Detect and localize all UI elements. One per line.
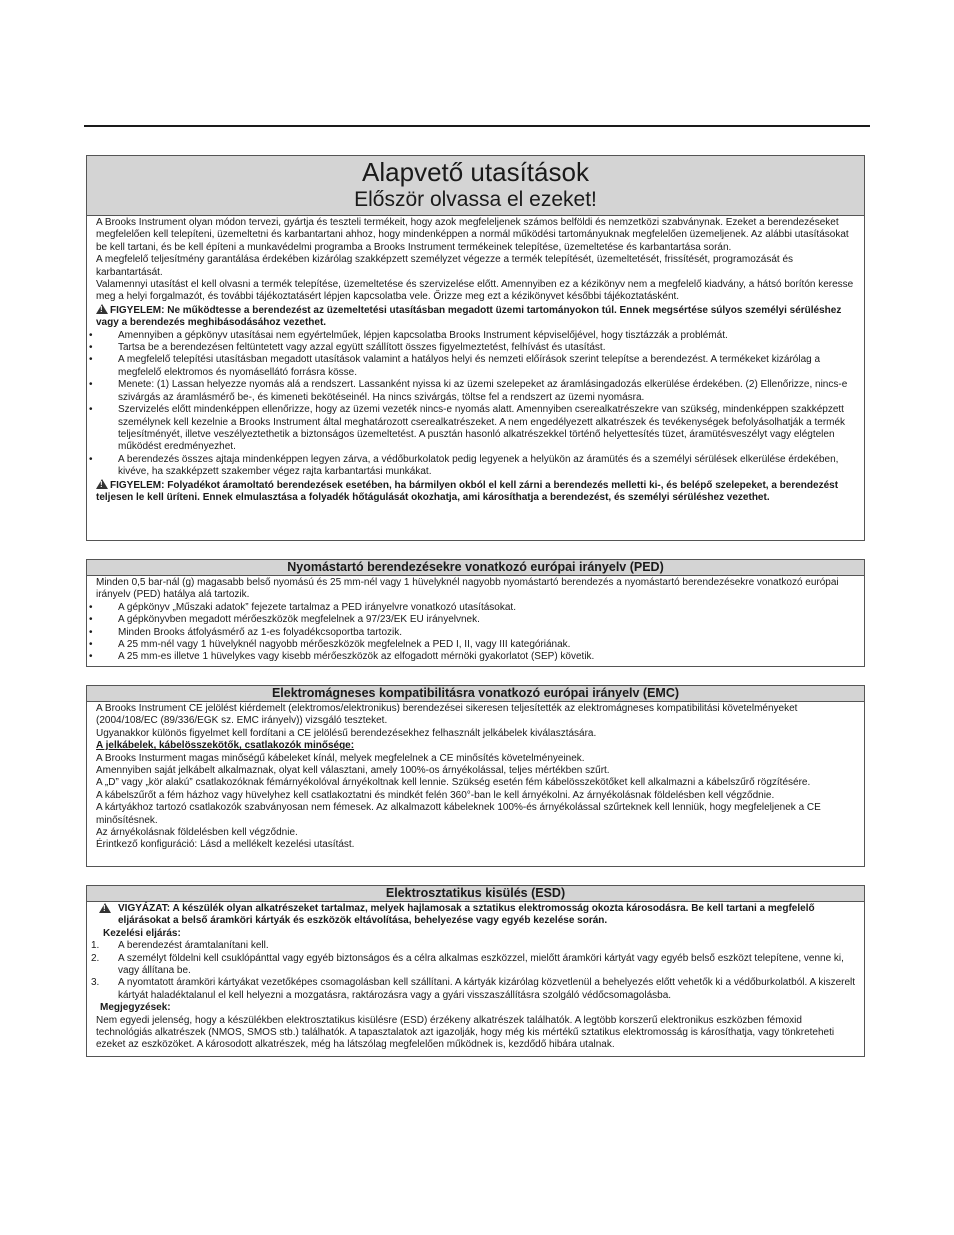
qualified-personnel-paragraph: A megfelelő teljesítmény garantálása érdekében kizárólag szakképzett személyzet végezze a termék telepítését, üzemeltetését, frissítését, programozását és karbantartását. bbox=[96, 254, 794, 278]
ped-title: Nyomástartó berendezésekre vonatkozó európai irányelv (PED) bbox=[87, 560, 864, 576]
read-instructions-paragraph: Valamennyi utasítást el kell olvasni a termék telepítése, üzemeltetése és szervizelése előtt. Amennyiben ez a kézikönyv nem a megfelelő kiadvány, a hátsó borítón keresse meg a helyi forgalmazót, és további tájékoztatásért lépjen kapcsolatba vele. Őrizze meg ezt a kézikönyvet későbbi tájékoztatásként. bbox=[96, 279, 854, 303]
main-title: Alapvető utasítások bbox=[362, 157, 589, 187]
list-item: • A berendezés összes ajtaja mindenképpen legyen zárva, a védőburkolatok pedig legyenek a helyükön az áramütés és a személyi sérülések elkerülése érdekében, kivéve, ha szakképzett szakember végez rajta karbantartási munkákat. bbox=[89, 453, 839, 478]
list-item: • Szervizelés előtt mindenképpen ellenőrizze, hogy az üzemi vezeték nincs-e nyomás alatt. Amennyiben cserealkatrészekre van szükség, mindenképpen szakképzett személynek kell kezelnie a Brooks Instrument által meghatározott cserealkatrészeket. A nem engedélyezett alkatrészek és tevékenységek befolyásolhatják a termék teljesítményét, illetve veszélyeztethetik a biztonságos üzemeltetést. A pusztán hasonló alkatrészekkel történő helyettesítés tüzet, áramütésveszélyt vagy elégtelen működést eredményezhet. bbox=[89, 404, 846, 453]
bullet-icon: • bbox=[89, 342, 93, 354]
emc-body bbox=[87, 702, 864, 854]
list-item: • A megfelelő telepítési utasításban megadott utasítások valamint a hatályos helyi és nemzeti előírások szerint telepítse a berendezést. A termékeket kizárólag a megfelelő elektromos és nyomásellátó forrásra kösse. bbox=[89, 354, 821, 378]
top-rule bbox=[84, 125, 870, 127]
esd-box bbox=[86, 885, 865, 1057]
emc-subheading: A jelkábelek, kábelösszekötők, csatlakozók minősége: bbox=[96, 740, 355, 752]
emc-line: Amennyiben saját jelkábelt alkalmaznak, olyat kell választani, amely 100%-os árnyékolással, teljes mértékben szűrt. bbox=[96, 765, 610, 777]
list-item: • Menete: (1) Lassan helyezze nyomás alá a rendszert. Lassanként nyissa ki az üzemi szelepeket az áramlásingadozás elkerülése érdekében. (2) Ellenőrizze, nincs-e szivárgás az áramlásmérő be-, és kimeneti bekötéseinél. Ha nincs szivárgás, töltse fel a rendszert az üzemi nyomásra. bbox=[89, 379, 848, 403]
bullet-icon: • bbox=[89, 329, 93, 341]
esd-caution bbox=[96, 903, 858, 928]
list-item: • A gépkönyv „Műszaki adatok” fejezete tartalmaz a PED irányelvre vonatkozó utasításokat. bbox=[89, 601, 516, 613]
list-item: • A 25 mm-es illetve 1 hüvelykes vagy kisebb mérőeszközök az elfogadott mérnöki gyakorlatot (SEP) követik. bbox=[89, 651, 595, 663]
bullet-icon: • bbox=[89, 453, 93, 465]
esd-title: Elektrosztatikus kisülés (ESD) bbox=[87, 886, 864, 902]
warning-fluid-drain-text: FIGYELEM: Folyadékot áramoltató berendezések esetében, ha bármilyen okból el kell zárni a berendezés melletti ki-, és belépő szelepeket, a berendezést teljesen le kell üríteni. Ennek elmulasztása a folyadék hőtágulását okozhatja, ami károsíthatja a berendezést, és személyi sérüléshez vezethet. bbox=[96, 479, 839, 503]
list-item: 2. A személyt földelni kell csuklópánttal vagy egyéb biztonságos és a célra alkalmas eszközzel, mielőtt áramköri kártyát vagy egyéb belső eszközt telepítene, venne ki, vagy állítana be. bbox=[91, 952, 844, 977]
emc-title: Elektromágneses kompatibilitásra vonatkozó európai irányelv (EMC) bbox=[87, 686, 864, 702]
bullet-icon: • bbox=[89, 354, 93, 366]
bullet-icon: • bbox=[89, 626, 93, 638]
list-item: • Amennyiben a gépkönyv utasításai nem egyértelműek, lépjen kapcsolatba Brooks Instrument képviselőjével, hogy tisztázzák a problémát. bbox=[89, 329, 728, 341]
step-number: 3. bbox=[91, 977, 100, 989]
esd-procedure-label: Kezelési eljárás: bbox=[103, 927, 181, 939]
bullet-icon: • bbox=[89, 639, 93, 651]
emc-line: A kábelszűrőt a fém házhoz vagy hüvelyhez kell csatlakoztatni és mindkét felén 360°-ban le kell árnyékolni. Az árnyékolásnak földelésben kell végződnie. bbox=[96, 789, 775, 801]
emc-line: A kártyákhoz tartozó csatlakozók szabványosan nem fémesek. Az alkalmazott kábeleknek 100%-és árnyékolással szűrteknek kell lenniük, hogy megfeleljenek a CE minősítésnek. bbox=[96, 802, 821, 826]
emc-line: A „D” vagy „kör alakú” csatlakozóknak fémárnyékolóval árnyékoltnak kell lennie. Szükség esetén fém kábelösszekötőket kell alkalmazni a kábelszűrő rögzítésére. bbox=[96, 777, 811, 789]
esd-notes: Nem egyedi jelenség, hogy a készülékben elektrosztatikus kisülésre (ESD) érzékeny alkatrészek találhatók. A legtöbb korszerű elektronikus eszközben fémoxid technológiás alkatrészek (NMOS, SMOS stb.) találhatók. A tapasztalatok azt igazolják, hogy még kis mértékű sztatikus elektromosság is károsíthatja, vagy tönkreteheti ezeket az eszközöket. A károsodott alkatrészek, még ha látszólag megfelelően működnek is, kezdődő hibára utalnak. bbox=[96, 1014, 835, 1051]
warning-icon bbox=[96, 479, 108, 489]
warning-operating-range bbox=[96, 304, 858, 330]
emc-line: Érintkező konfiguráció: Lásd a mellékelt kezelési utasítást. bbox=[96, 839, 355, 851]
bullet-icon: • bbox=[89, 614, 93, 626]
step-number: 1. bbox=[91, 940, 100, 952]
intro-paragraph: A Brooks Instrument olyan módon tervezi, gyártja és teszteli termékeit, hogy azok megfeleljenek számos belföldi és nemzetközi szabványnak. Ezeket a berendezéseket megfelelően kell telepíteni, üzemeltetni és karbantartani ahhoz, hogy mindenképpen a normál működési tartományuknak megfelelően üzemeljenek. Az alábbi utasításokat be kell tartani, és be kell építeni a munkavédelmi programba a Brooks Instrument termékeinek telepítése, üzemeltetése és karbantartása során. bbox=[96, 217, 849, 253]
ped-intro: Minden 0,5 bar-nál (g) magasabb belső nyomású és 25 mm-nél vagy 1 hüvelyknél nagyobb nyomástartó berendezés a nyomástartó berendezésekre vonatkozó európai irányelv (PED) hatálya alá tartozik. bbox=[96, 577, 839, 601]
list-item: 3. A nyomtatott áramköri kártyákat vezetőképes csomagolásban kell szállítani. A kártyák kizárólag közvetlenül a behelyezés előtt vehetők ki a védőburkolatból. A kiszerelt kártyát haladéktalanul el kell helyezni a mozgatásra, raktározásra vagy a gyári visszaszállításra szolgáló védőcsomagolásba. bbox=[91, 977, 856, 1001]
warning-icon bbox=[99, 903, 111, 913]
warning-operating-range-text: FIGYELEM: Ne működtesse a berendezést az üzemeltetési utasításban megadott üzemi tartományokon túl. Ennek megsértése súlyos személyi sérüléshez vagy a berendezés meghibásodásához vezethet. bbox=[96, 304, 842, 329]
basic-instructions-body bbox=[87, 216, 864, 506]
bullet-icon: • bbox=[89, 651, 93, 663]
ped-body bbox=[87, 576, 864, 666]
basic-instructions-header bbox=[87, 156, 864, 216]
list-item: • A 25 mm-nél vagy 1 hüvelyknél nagyobb mérőeszközök megfelelnek a PED I, II, vagy III kategóriának. bbox=[89, 639, 571, 651]
list-item: • Tartsa be a berendezésen feltüntetett vagy azzal együtt szállított összes figyelmeztetést, felhívást és utasítást. bbox=[89, 342, 606, 354]
esd-body bbox=[87, 902, 864, 1054]
ped-box bbox=[86, 559, 865, 667]
list-item: • Minden Brooks átfolyásmérő az 1-es folyadékcsoportba tartozik. bbox=[89, 626, 403, 638]
list-item: 1. A berendezést áramtalanítani kell. bbox=[91, 940, 269, 952]
basic-instructions-box bbox=[86, 155, 865, 541]
emc-line: A Brooks Insturment magas minőségű kábeleket kínál, melyek megfelelnek a CE minősítés követelményeinek. bbox=[96, 752, 585, 764]
esd-notes-label: Megjegyzések: bbox=[100, 1002, 171, 1014]
warning-fluid-drain bbox=[96, 479, 858, 505]
emc-line: A Brooks Instrument CE jelölést kiérdemelt (elektromos/elektronikus) berendezései sikeresen teljesítették az elektromágneses kompatibilitási követelményeket (2004/108/EC (89/336/EGK sz. EMC irányelv)) vizsgáló teszteket. bbox=[96, 703, 798, 727]
warning-icon bbox=[96, 304, 108, 314]
emc-line: Az árnyékolásnak földelésben kell végződnie. bbox=[96, 827, 298, 839]
bullet-icon: • bbox=[89, 404, 93, 416]
list-item: • A gépkönyvben megadott mérőeszközök megfelelnek a 97/23/EK EU irányelvnek. bbox=[89, 614, 480, 626]
main-subtitle: Először olvassa el ezeket! bbox=[354, 188, 597, 211]
emc-line: Ugyanakkor különös figyelmet kell fordítani a CE jelölésű berendezésekhez felhasznált jelkábelek kiválasztására. bbox=[96, 727, 597, 739]
bullet-icon: • bbox=[89, 601, 93, 613]
step-number: 2. bbox=[91, 952, 100, 964]
emc-box bbox=[86, 685, 865, 867]
bullet-icon: • bbox=[89, 379, 93, 391]
esd-caution-text: VIGYÁZAT: A készülék olyan alkatrészeket tartalmaz, melyek hajlamosak a sztatikus elektromosság okozta károsodásra. Be kell tartani a megfelelő eljárásokat a belső áramköri kártyák és eszközök eltávolítása, behelyezése vagy egyéb kezelése során. bbox=[118, 903, 815, 927]
